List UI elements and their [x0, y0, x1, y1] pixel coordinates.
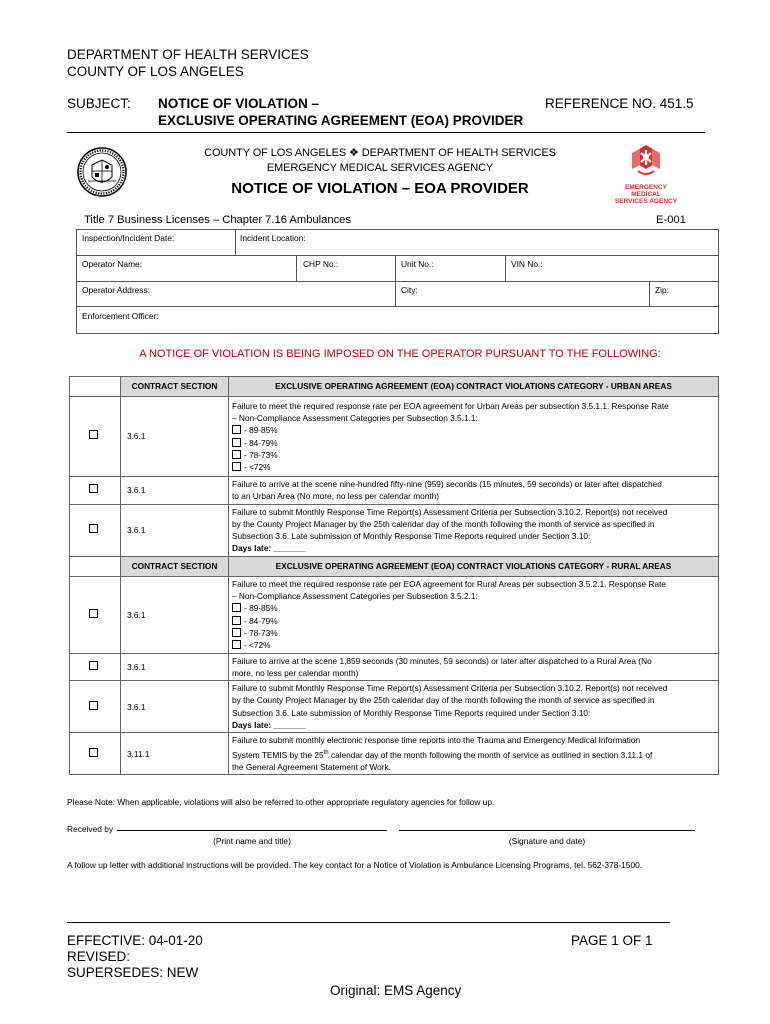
days-late-field[interactable]: Days late: _______	[232, 543, 306, 554]
notice-heading: A NOTICE OF VIOLATION IS BEING IMPOSED ON THE OPERATOR PURSUANT TO THE FOLLOWING:	[139, 348, 661, 360]
vin-no-field[interactable]: VIN No.:	[511, 259, 543, 269]
signature-caption: (Signature and date)	[508, 836, 586, 846]
operator-address-field[interactable]: Operator Address:	[82, 285, 150, 295]
table-row	[70, 397, 719, 477]
violation-text: Failure to submit Monthly Response Time Report(s) Assessment Criteria per Subsection 3.10.2. Report(s) not received by the County Project Manager by the 25th calendar day of the month following the month of service as specified in Subsection 3.6. Late submission of Monthly Response Time Reports required under Section 3.10: Days late: _______	[229, 504, 719, 556]
table-row	[70, 576, 719, 653]
option-checkbox[interactable]	[232, 640, 241, 649]
days-late-field[interactable]: Days late: _______	[232, 720, 306, 731]
department-name: DEPARTMENT OF HEALTH SERVICES	[67, 47, 309, 62]
violation-text: Failure to submit monthly electronic response time reports into the Trauma and Emergency Medical Information System TEMIS by the 25th calendar day of the month following the month of service as outlined in section 3.11.1 of the General Agreement Statement of Work.	[229, 733, 719, 775]
unit-no-field[interactable]: Unit No.:	[401, 259, 434, 269]
incident-location-field[interactable]: Incident Location:	[240, 233, 306, 243]
received-by-label: Received by	[67, 824, 114, 834]
violation-text: Failure to arrive at the scene 1,859 seconds (30 minutes, 59 seconds) or later after dispatched to a Rural Area (No more, no less per calendar month)	[229, 653, 719, 681]
ems-star-of-life-icon	[610, 143, 682, 181]
violation-text: Failure to arrive at the scene nine-hundred fifty-nine (959) seconds (15 minutes, 59 seconds) or later after dispatched to an Urban Area (No more, no less per calendar month)	[229, 477, 719, 505]
subject-line-1: NOTICE OF VIOLATION –	[158, 96, 320, 111]
table-row	[70, 653, 719, 681]
page-number: PAGE 1 OF 1	[571, 933, 653, 948]
agency-line-1: COUNTY OF LOS ANGELES ❖ DEPARTMENT OF HEALTH SERVICES	[204, 147, 556, 159]
ems-logo-text-2: SERVICES AGENCY	[614, 198, 678, 205]
inspection-date-field[interactable]: Inspection/Incident Date:	[82, 233, 175, 243]
option-checkbox[interactable]	[232, 603, 241, 612]
city-field[interactable]: City:	[401, 285, 418, 295]
original-note: Original: EMS Agency	[330, 983, 462, 998]
violation-checkbox[interactable]	[89, 701, 98, 710]
rural-category-header: EXCLUSIVE OPERATING AGREEMENT (EOA) CONTRACT VIOLATIONS CATEGORY - RURAL AREAS	[229, 556, 719, 576]
ems-logo-text-1: EMERGENCY MEDICAL	[625, 184, 667, 198]
supersedes-label: SUPERSEDES: NEW	[67, 965, 199, 980]
print-name-line[interactable]	[117, 822, 387, 831]
contract-section: 3.6.1	[121, 504, 229, 556]
violation-checkbox[interactable]	[89, 748, 98, 757]
form-title: NOTICE OF VIOLATION – EOA PROVIDER	[231, 180, 529, 197]
signature-line[interactable]	[399, 822, 695, 831]
contract-section: 3.6.1	[121, 681, 229, 733]
contract-section: 3.6.1	[121, 477, 229, 505]
option-checkbox[interactable]	[232, 628, 241, 637]
subject-line-2: EXCLUSIVE OPERATING AGREEMENT (EOA) PROVIDER	[158, 113, 524, 128]
option-checkbox[interactable]	[232, 450, 241, 459]
table-row	[70, 477, 719, 505]
table-row	[70, 681, 719, 733]
table-row	[70, 733, 719, 775]
ems-agency-logo	[610, 143, 682, 205]
form-code: E-001	[656, 214, 686, 226]
follow-up-text: A follow up letter with additional instructions will be provided. The key contact for a Notice of Violation is Ambulance Licensing Programs, tel. 562-378-1500.	[67, 860, 643, 870]
contract-section: 3.11.1	[121, 733, 229, 775]
rural-section-header: CONTRACT SECTION	[121, 556, 229, 576]
operator-name-field[interactable]: Operator Name:	[82, 259, 143, 269]
license-line: Title 7 Business Licenses – Chapter 7.16 Ambulances	[84, 214, 351, 226]
county-name: COUNTY OF LOS ANGELES	[67, 64, 244, 79]
agency-line-2: EMERGENCY MEDICAL SERVICES AGENCY	[266, 162, 494, 174]
enforcement-officer-field[interactable]: Enforcement Officer:	[82, 311, 159, 321]
subject-label: SUBJECT:	[67, 96, 131, 111]
effective-date: EFFECTIVE: 04-01-20	[67, 933, 203, 948]
county-seal-icon	[77, 147, 127, 197]
please-note: Please Note: When applicable, violations will also be referred to other appropriate regulatory agencies for follow up.	[67, 797, 495, 807]
option-checkbox[interactable]	[232, 425, 241, 434]
option-checkbox[interactable]	[232, 616, 241, 625]
urban-category-header: EXCLUSIVE OPERATING AGREEMENT (EOA) CONTRACT VIOLATIONS CATEGORY - URBAN AREAS	[229, 377, 719, 397]
violations-table	[69, 376, 719, 775]
fields-box	[76, 229, 719, 334]
violation-checkbox[interactable]	[89, 484, 98, 493]
contract-section: 3.6.1	[121, 397, 229, 477]
table-row	[70, 504, 719, 556]
violation-text: Failure to submit Monthly Response Time Report(s) Assessment Criteria per Subsection 3.10.2. Report(s) not received by the County Project Manager by the 25th calendar day of the month following the month of service as specified in Subsection 3.6. Late submission of Monthly Response Time Reports required under Section 3.10: Days late: _______	[229, 681, 719, 733]
violation-text: Failure to meet the required response rate per EOA agreement for Rural Areas per subsection 3.5.2.1. Response Rate – Non-Compliance Assessment Categories per Subsection 3.5.2.1: - 89-85% - 84-79% - 78-73% - <72%	[229, 576, 719, 653]
header-divider	[67, 132, 705, 133]
zip-field[interactable]: Zip:	[655, 285, 669, 295]
violation-checkbox[interactable]	[89, 661, 98, 670]
chp-no-field[interactable]: CHP No.:	[303, 259, 339, 269]
contract-section: 3.6.1	[121, 653, 229, 681]
reference-number: REFERENCE NO. 451.5	[545, 96, 694, 111]
urban-section-header: CONTRACT SECTION	[121, 377, 229, 397]
option-checkbox[interactable]	[232, 438, 241, 447]
violation-checkbox[interactable]	[89, 430, 98, 439]
print-name-caption: (Print name and title)	[213, 836, 291, 846]
revised-label: REVISED:	[67, 949, 131, 964]
violation-text: Failure to meet the required response rate per EOA agreement for Urban Areas per subsection 3.5.1.1. Response Rate – Non-Compliance Assessment Categories per Subsection 3.5.1.1: - 89-85% - 84-79% - 78-73% - <72%	[229, 397, 719, 477]
violation-checkbox[interactable]	[89, 609, 98, 618]
option-checkbox[interactable]	[232, 462, 241, 471]
footer-divider	[67, 922, 670, 923]
contract-section: 3.6.1	[121, 576, 229, 653]
violation-checkbox[interactable]	[89, 524, 98, 533]
